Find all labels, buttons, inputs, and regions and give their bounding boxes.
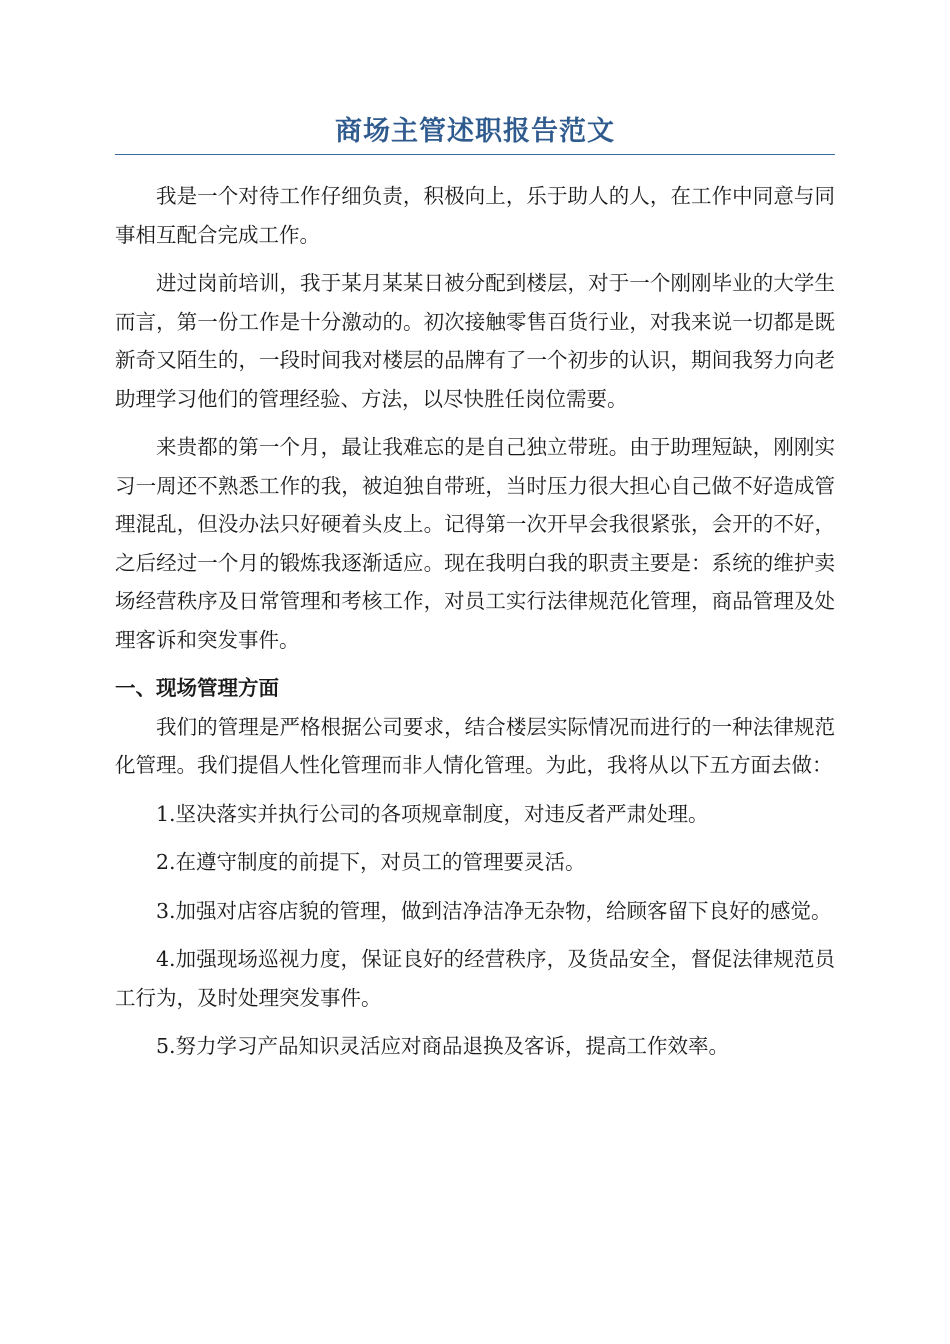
section-heading-site-management: 一、现场管理方面 — [115, 676, 279, 700]
paragraph-management-intro: 我们的管理是严格根据公司要求，结合楼层实际情况而进行的一种法律规范化管理。我们提倡人性化管理而非人情化管理。为此，我将从以下五方面去做： — [115, 714, 835, 777]
list-item: 2.在遵守制度的前提下，对员工的管理要灵活。 — [156, 850, 586, 874]
paragraph-training: 进过岗前培训，我于某月某某日被分配到楼层，对于一个刚刚毕业的大学生而言，第一份工作是十分激动的。初次接触零售百货行业，对我来说一切都是既新奇又陌生的，一段时间我对楼层的品牌有了一个初步的认识，期间我努力向老助理学习他们的管理经验、方法，以尽快胜任岗位需要。 — [115, 271, 835, 411]
list-item: 5.努力学习产品知识灵活应对商品退换及客诉，提高工作效率。 — [156, 1034, 730, 1058]
list-item: 3.加强对店容店貌的管理，做到洁净洁净无杂物，给顾客留下良好的感觉。 — [156, 898, 832, 923]
paragraph-intro: 我是一个对待工作仔细负责，积极向上，乐于助人的人，在工作中同意与同事相互配合完成工作。 — [115, 184, 835, 247]
list-item: 4.加强现场巡视力度，保证良好的经营秩序，及货品安全，督促法律规范员工行为，及时处理突发事件。 — [115, 947, 835, 1010]
paragraph-first-month: 来贵都的第一个月，最让我难忘的是自己独立带班。由于助理短缺，刚刚实习一周还不熟悉工作的我，被迫独自带班，当时压力很大担心自己做不好造成管理混乱，但没办法只好硬着头皮上。记得第一次开早会我很紧张，会开的不好，之后经过一个月的锻炼我逐渐适应。现在我明白我的职责主要是：系统的维护卖场经营秩序及日常管理和考核工作，对员工实行法律规范化管理，商品管理及处理客诉和突发事件。 — [115, 435, 835, 652]
document-title: 商场主管述职报告范文 — [115, 112, 835, 155]
list-item: 1.坚决落实并执行公司的各项规章制度，对违反者严肃处理。 — [156, 801, 709, 826]
document-page — [115, 112, 835, 1066]
